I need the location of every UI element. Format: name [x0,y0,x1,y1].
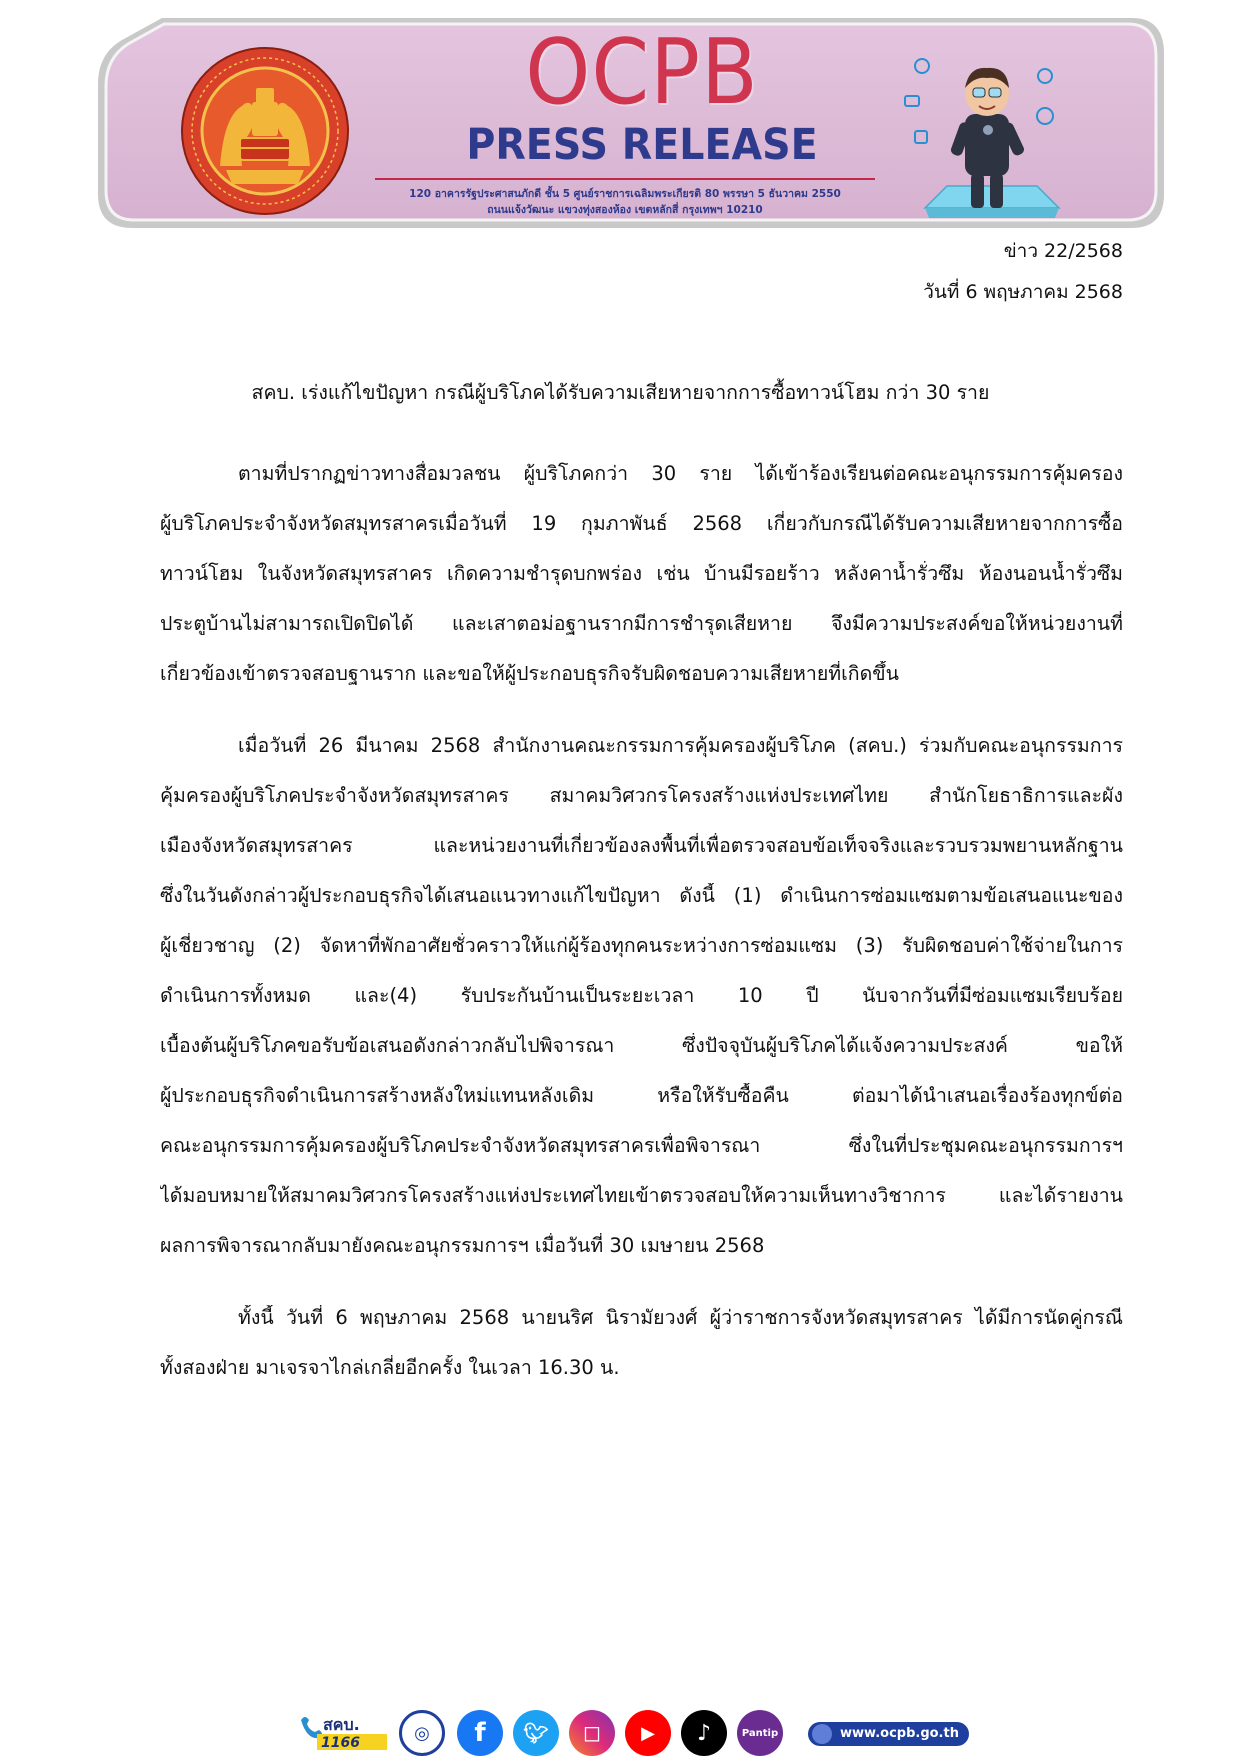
paragraph-1-line: ประตูบ้านไม่สามารถเปิดปิดได้ และเสาตอม่อฐานรากมีการชำรุดเสียหาย จึงมีความประสงค์ขอให้หน่วยงานที่ [160,612,1123,635]
paragraph-2-line: คณะอนุกรรมการคุ้มครองผู้บริโภคประจำจังหวัดสมุทรสาครเพื่อพิจารณา ซึ่งในที่ประชุมคณะอนุกรรมการฯ [160,1134,1123,1157]
ocpb-seal-logo [180,46,350,216]
paragraph-3-line: ทั้งนี้ วันที่ 6 พฤษภาคม 2568 นายนริศ นิรามัยวงศ์ ผู้ว่าราชการจังหวัดสมุทรสาคร ได้มีการนัดคู่กรณี [238,1306,1123,1329]
headline: สคบ. เร่งแก้ไขปัญหา กรณีผู้บริโภคได้รับความเสียหายจากการซื้อทาวน์โฮม กว่า 30 ราย [251,381,990,404]
paragraph-2-line: ได้มอบหมายให้สมาคมวิศวกรโครงสร้างแห่งประเทศไทยเข้าตรวจสอบให้ความเห็นทางวิชาการ และได้รายงาน [160,1184,1123,1207]
paragraph-1-line: ตามที่ปรากฏข่าวทางสื่อมวลชน ผู้บริโภคกว่า 30 ราย ได้เข้าร้องเรียนต่อคณะอนุกรรมการคุ้มครอง [238,462,1123,485]
header-address [375,186,875,218]
paragraph-2-line: ผู้ประกอบธุรกิจดำเนินการสร้างหลังใหม่แทนหลังเดิม หรือให้รับซื้อคืน ต่อมาได้นำเสนอเรื่องร้องทุกข์ต่อ [160,1084,1123,1107]
instagram-icon[interactable]: ◻ [569,1710,615,1756]
facebook-icon[interactable]: f [457,1710,503,1756]
hotline-1166-logo[interactable] [295,1712,395,1752]
paragraph-1-line: ทาวน์โฮม ในจังหวัดสมุทรสาคร เกิดความชำรุดบกพร่อง เช่น บ้านมีรอยร้าว หลังคาน้ำรั่วซึม ห้องนอนน้ำรั่วซึม [160,562,1123,585]
globe-icon [812,1724,832,1744]
header-divider [375,178,875,180]
pantip-icon[interactable]: Pantip [737,1710,783,1756]
paragraph-2-line: ดำเนินการทั้งหมด และ(4) รับประกันบ้านเป็นระยะเวลา 10 ปี นับจากวันที่มีซ่อมแซมเรียบร้อย [160,984,1123,1007]
release-date: วันที่ 6 พฤษภาคม 2568 [923,281,1123,303]
hotline-label: สคบ. [323,1715,360,1734]
paragraph-1-line: ผู้บริโภคประจำจังหวัดสมุทรสาครเมื่อวันที่ 19 กุมภาพันธ์ 2568 เกี่ยวกับกรณีได้รับความเสียหายจากการซื้อ [160,512,1123,535]
paragraph-2-line: เมื่อวันที่ 26 มีนาคม 2568 สำนักงานคณะกรรมการคุ้มครองผู้บริโภค (สคบ.) ร่วมกับคณะอนุกรรมการ [238,734,1123,757]
paragraph-2-line: เบื้องต้นผู้บริโภคขอรับข้อเสนอดังกล่าวกลับไปพิจารณา ซึ่งปัจจุบันผู้บริโภคได้แจ้งความประสงค์ ขอให้ [160,1034,1123,1057]
website-link[interactable] [808,1722,969,1746]
footer-social-bar [295,1710,995,1755]
paragraph-2-line: ผู้เชี่ยวชาญ (2) จัดหาที่พักอาศัยชั่วคราวให้แก่ผู้ร้องทุกคนระหว่างการซ่อมแซม (3) รับผิดชอบค่าใช้จ่ายในการ [160,934,1123,957]
paragraph-2-line: เมืองจังหวัดสมุทรสาคร และหน่วยงานที่เกี่ยวข้องลงพื้นที่เพื่อตรวจสอบข้อเท็จจริงและรวบรวมพยานหลักฐาน [160,834,1123,857]
news-number: ข่าว 22/2568 [1003,240,1123,262]
brand-title: OCPB [525,20,759,125]
mascot-illustration [887,36,1077,228]
header-banner [92,14,1168,232]
paragraph-2-line: ซึ่งในวันดังกล่าวผู้ประกอบธุรกิจได้เสนอแนวทางแก้ไขปัญหา ดังนี้ (1) ดำเนินการซ่อมแซมตามข้อเสนอแนะของ [160,884,1123,907]
website-url: www.ocpb.go.th [840,1726,959,1741]
twitter-icon[interactable]: 🐦︎ [513,1710,559,1756]
tiktok-icon[interactable]: ♪ [681,1710,727,1756]
paragraph-1-line: เกี่ยวข้องเข้าตรวจสอบฐานราก และขอให้ผู้ประกอบธุรกิจรับผิดชอบความเสียหายที่เกิดขึ้น [160,662,899,685]
youtube-icon[interactable]: ▶ [625,1710,671,1756]
ocpb-app-icon[interactable]: ◎ [399,1710,445,1756]
paragraph-2-line: คุ้มครองผู้บริโภคประจำจังหวัดสมุทรสาคร สมาคมวิศวกรโครงสร้างแห่งประเทศไทย สำนักโยธาธิการและผัง [160,784,1123,807]
hotline-number: 1166 [321,1735,360,1751]
paragraph-2-line: ผลการพิจารณากลับมายังคณะอนุกรรมการฯ เมื่อวันที่ 30 เมษายน 2568 [160,1234,765,1257]
paragraph-3-line: ทั้งสองฝ่าย มาเจรจาไกล่เกลี่ยอีกครั้ง ในเวลา 16.30 น. [160,1356,620,1379]
press-release-subtitle: PRESS RELEASE [466,120,818,170]
address-line-2: ถนนแจ้งวัฒนะ แขวงทุ่งสองห้อง เขตหลักสี่ กรุงเทพฯ 10210 [487,204,763,216]
address-line-1: 120 อาคารรัฐประศาสนภักดี ชั้น 5 ศูนย์ราชการเฉลิมพระเกียรติ 80 พรรษา 5 ธันวาคม 2550 [409,188,841,200]
